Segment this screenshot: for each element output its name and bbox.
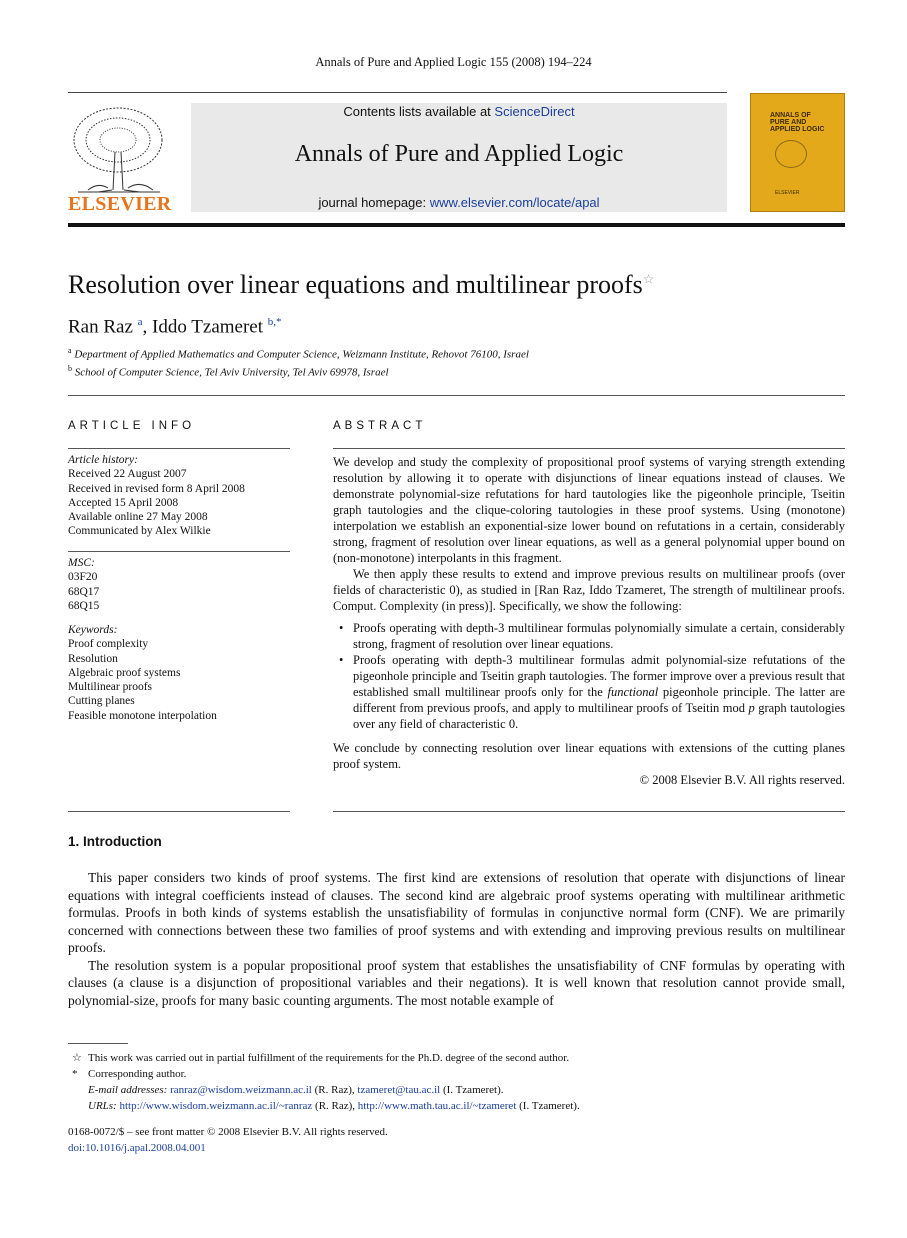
elsevier-wordmark: ELSEVIER <box>68 193 172 215</box>
body-paragraph: The resolution system is a popular propositional proof system that establishes the unsatisfiability of CNF formulas by operating with clauses (a clause is a disjunction of propositional variables and their negations). It is well known that resolution cannot provide small, polynomial-size, proofs for many basic counting arguments. The most notable example of <box>68 957 845 1008</box>
article-history: Article history: Received 22 August 2007 Received in revised form 8 April 2008 Accepted 15 April 2008 Available online 27 May 2008 Communicated by Alex Wilkie <box>68 453 290 539</box>
contents-line: Contents lists available at ScienceDirect <box>343 104 575 119</box>
author-name: Iddo Tzameret <box>152 316 264 338</box>
msc-code: 03F20 <box>68 571 98 584</box>
author-affil-mark[interactable]: b,* <box>267 316 282 328</box>
introduction-body <box>68 869 845 1009</box>
keyword: Multilinear proofs <box>68 681 152 694</box>
author-name: Ran Raz <box>68 316 133 338</box>
history-item: Available online 27 May 2008 <box>68 511 208 524</box>
article-info-rule <box>68 551 290 552</box>
abstract-bullet: • Proofs operating with depth-3 multilinear formulas polynomially simulate a certain, considerably strong, fragment of resolution over linear equations. <box>353 620 845 652</box>
abstract-body <box>333 454 845 788</box>
history-item: Accepted 15 April 2008 <box>68 496 179 509</box>
article-info-rule <box>68 448 290 449</box>
footnote: * Corresponding author. <box>72 1068 187 1080</box>
keyword: Resolution <box>68 652 118 665</box>
body-paragraph: This paper considers two kinds of proof systems. The first kind are extensions of resolution that operate with disjunctions of linear equations with integral coefficients instead of clauses. The second kind are algebraic proof systems operating with multilinear arithmetic formulas. Proofs in both kinds of systems establish the unsatisfiability of formulas in conjunctive normal form (CNF). We are primarily concerned with connections between these two families of proof systems and with extending and improving previous results on multilinear proofs. <box>68 870 845 955</box>
section-rule <box>68 395 845 396</box>
email-link[interactable]: ranraz@wisdom.weizmann.ac.il <box>170 1084 312 1096</box>
abstract-heading: ABSTRACT <box>333 420 427 432</box>
doi-link[interactable]: doi:10.1016/j.apal.2008.04.001 <box>68 1142 206 1154</box>
journal-name: Annals of Pure and Applied Logic <box>294 141 624 167</box>
email-link[interactable]: tzameret@tau.ac.il <box>357 1084 441 1096</box>
article-title: Resolution over linear equations and multilinear proofs☆ <box>68 270 655 299</box>
keywords: Keywords: Proof complexity Resolution Algebraic proof systems Multilinear proofs Cutting planes Feasible monotone interpolation <box>68 623 290 723</box>
footnotes <box>68 1050 845 1114</box>
msc-codes: MSC: 03F20 68Q17 68Q15 <box>68 556 290 613</box>
title-footnote-mark[interactable]: ☆ <box>642 271 655 287</box>
abstract-rule <box>333 811 845 812</box>
history-item: Communicated by Alex Wilkie <box>68 525 211 538</box>
homepage-line: journal homepage: www.elsevier.com/locate/apal <box>318 195 600 210</box>
journal-homepage-link[interactable]: www.elsevier.com/locate/apal <box>429 195 600 210</box>
cover-publisher: ELSEVIER <box>775 190 800 196</box>
keyword: Algebraic proof systems <box>68 666 181 679</box>
article-info-rule <box>68 811 290 812</box>
running-head: Annals of Pure and Applied Logic 155 (2008) 194–224 <box>315 55 592 69</box>
abstract-bullets <box>333 620 845 732</box>
sciencedirect-link[interactable]: ScienceDirect <box>494 104 575 119</box>
banner-bottom-rule <box>68 223 845 227</box>
copyright-line: © 2008 Elsevier B.V. All rights reserved. <box>639 773 845 787</box>
footnote-urls: URLs: http://www.wisdom.weizmann.ac.il/~ranraz (R. Raz), http://www.math.tau.ac.il/~tzameret (I. Tzameret). <box>88 1100 580 1112</box>
abstract-paragraph: We then apply these results to extend and improve previous results on multilinear proofs (over fields of characteristic 0), as studied in [Ran Raz, Iddo Tzameret, The strength of multilinear proofs. Comput. Complexity (in press)]. Specifically, we show the following: <box>333 567 845 613</box>
header-rule <box>68 92 727 93</box>
cover-emblem <box>775 140 807 168</box>
author-list: Ran Raz $^a$, Iddo Tzameret $^{b,*}$ <box>68 316 282 338</box>
keyword: Proof complexity <box>68 638 149 651</box>
footnote-emails: E-mail addresses: ranraz@wisdom.weizmann.ac.il (R. Raz), tzameret@tau.ac.il (I. Tzameret). <box>88 1084 504 1096</box>
homepage-link[interactable]: http://www.wisdom.weizmann.ac.il/~ranraz <box>119 1100 313 1112</box>
history-item: Received in revised form 8 April 2008 <box>68 482 245 495</box>
affiliation: $^b$ School of Computer Science, Tel Aviv University, Tel Aviv 69978, Israel <box>68 364 389 379</box>
keyword: Cutting planes <box>68 695 135 708</box>
author-affil-mark[interactable]: a <box>137 316 143 328</box>
abstract-bullet: • Proofs operating with depth-3 multilinear formulas admit polynomial-size refutations of the pigeonhole principle and Tseitin graph tautologies. The former improve over a previous result that established small multilinear proofs only for the functional pigeonhole principle. The latter are different from previous proofs, and apply to multilinear proofs of Tseitin mod p graph tautologies over any field of characteristic 0. <box>353 652 845 732</box>
cover-title: ANNALS OF PURE AND APPLIED LOGIC <box>770 112 825 133</box>
homepage-link[interactable]: http://www.math.tau.ac.il/~tzameret <box>357 1100 517 1112</box>
keyword: Feasible monotone interpolation <box>68 709 217 722</box>
footnote-rule <box>68 1043 128 1044</box>
section-heading-introduction: 1. Introduction <box>68 834 162 849</box>
footnote: ☆ This work was carried out in partial fulfillment of the requirements for the Ph.D. degree of the second author. <box>72 1052 570 1064</box>
abstract-rule <box>333 448 845 449</box>
msc-code: 68Q15 <box>68 599 100 612</box>
history-item: Received 22 August 2007 <box>68 468 187 481</box>
issn-line: 0168-0072/$ – see front matter © 2008 Elsevier B.V. All rights reserved. <box>68 1126 388 1138</box>
front-matter <box>68 1124 388 1156</box>
abstract-paragraph: We develop and study the complexity of propositional proof systems of varying strength extending resolution by allowing it to operate with disjunctions of linear equations instead of clauses. We demonstrate polynomial-size refutations for hard tautologies like the pigeonhole principle, Tseitin graph tautologies and the clique-coloring tautologies in these proof systems. Using (monotone) interpolation we establish an exponential-size lower bound on refutations in a certain, considerably strong, fragment of resolution over linear equations, as well as a general polynomial upper bound on (non-monotone) interpolants in this fragment. <box>333 455 845 565</box>
abstract-paragraph: We conclude by connecting resolution over linear equations with extensions of the cutting planes proof system. <box>333 741 845 771</box>
article-info-heading: ARTICLE INFO <box>68 420 196 432</box>
affiliation: $^a$ Department of Applied Mathematics and Computer Science, Weizmann Institute, Rehovot 76100, Israel <box>68 346 529 361</box>
msc-code: 68Q17 <box>68 585 100 598</box>
